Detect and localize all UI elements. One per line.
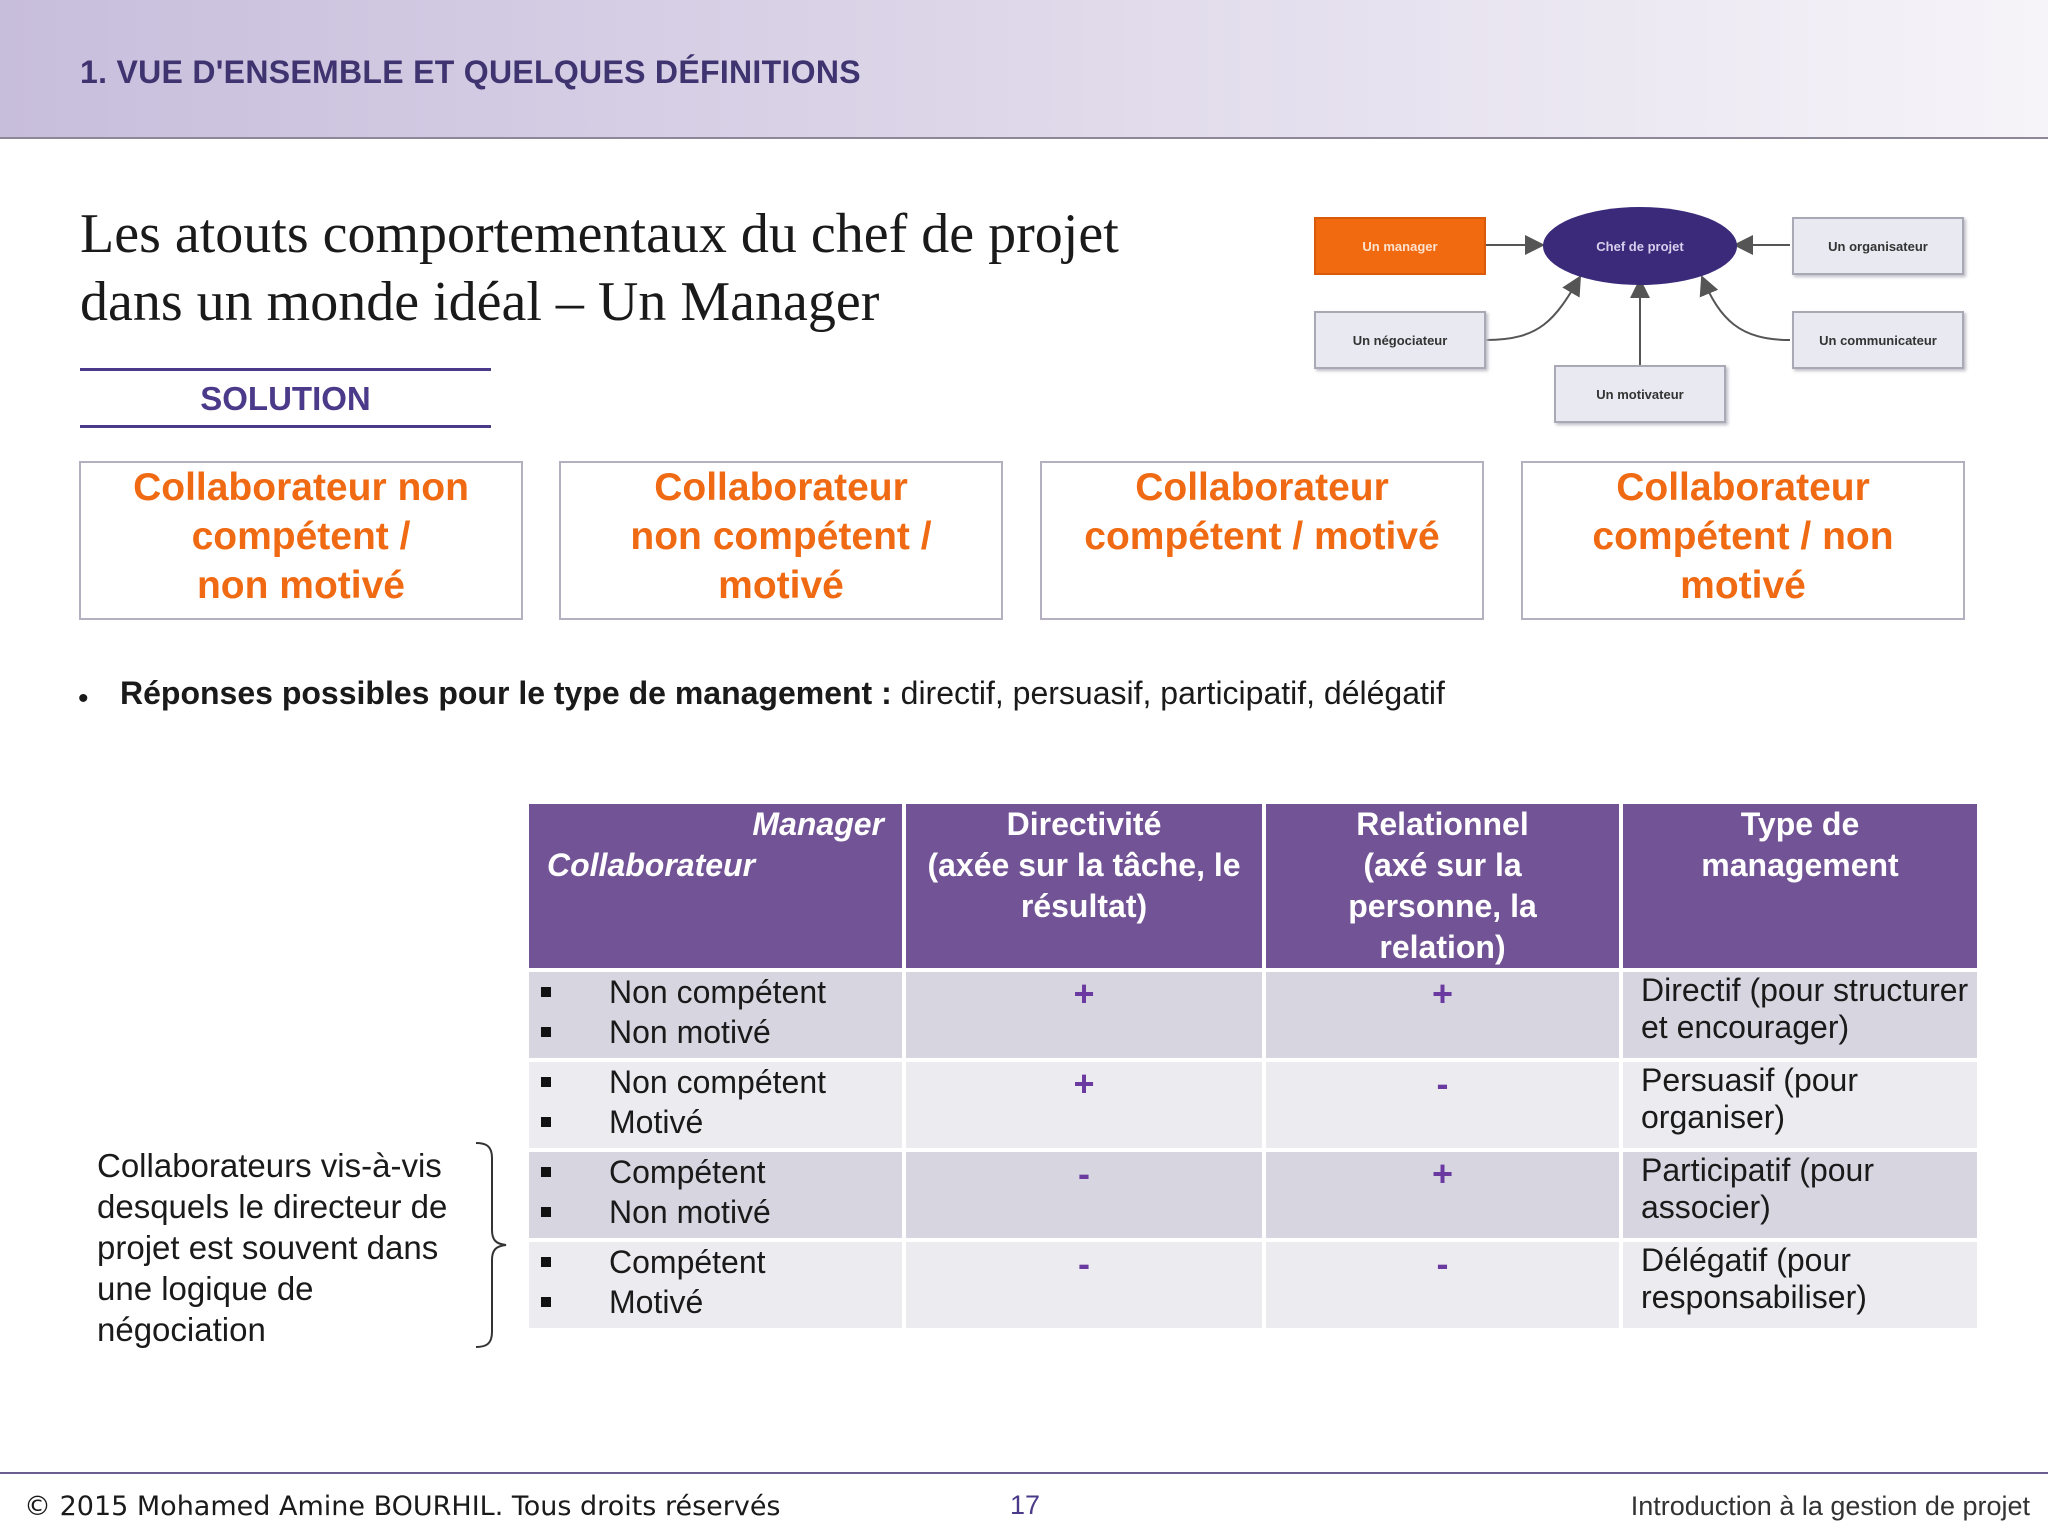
bullet-square-icon <box>541 1257 551 1267</box>
type-line: associer) <box>1641 1189 1771 1225</box>
type-line: Persuasif (pour <box>1641 1062 1858 1098</box>
header-relationnel-line: personne, la <box>1348 888 1537 924</box>
page-number: 17 <box>1010 1490 1041 1520</box>
node-chef-de-projet <box>1543 207 1737 285</box>
collab-trait: Compétent <box>609 1153 766 1190</box>
bullet-square-icon <box>541 1167 551 1177</box>
connector-communicateur <box>1702 277 1790 340</box>
header-directivite-line: résultat) <box>1020 888 1148 924</box>
node-negociateur <box>1314 311 1486 369</box>
header-directivite <box>906 804 1262 968</box>
header-manager-collaborateur <box>529 804 902 968</box>
header-directivite-line: (axée sur la tâche, le <box>927 847 1241 883</box>
node-motivateur <box>1554 365 1726 423</box>
cell-relationnel: - <box>1266 1062 1619 1148</box>
table-row <box>529 972 1977 1058</box>
collab-box-4 <box>1521 461 1965 620</box>
collab-box-4-line: motivé <box>1680 564 1806 607</box>
collab-box-2 <box>559 461 1003 620</box>
curly-brace-icon <box>472 1140 512 1350</box>
annotation-line: projet est souvent dans <box>97 1229 439 1266</box>
node-motivateur-label: Un motivateur <box>1596 386 1684 402</box>
cell-collaborateur <box>529 1242 902 1328</box>
collab-box-3 <box>1040 461 1484 620</box>
collab-trait: Non compétent <box>609 1063 827 1100</box>
cell-collaborateur <box>529 972 902 1058</box>
cell-collaborateur <box>529 1152 902 1238</box>
annotation-line: une logique de <box>97 1270 314 1307</box>
header-collaborateur: Collaborateur <box>547 847 756 883</box>
node-communicateur-label: Un communicateur <box>1819 332 1937 348</box>
node-manager <box>1314 217 1486 275</box>
slide-title-line-1: Les atouts comportementaux du chef de projet <box>80 203 1119 265</box>
annotation-line: Collaborateurs vis-à-vis <box>97 1147 442 1184</box>
type-line: Délégatif (pour <box>1641 1242 1851 1278</box>
cell-relationnel: + <box>1266 972 1619 1058</box>
solution-label: SOLUTION <box>200 380 371 417</box>
type-line: responsabiliser) <box>1641 1279 1867 1315</box>
collab-box-4-line: Collaborateur <box>1616 466 1870 509</box>
collab-box-2-line: non compétent / <box>630 515 932 558</box>
collab-box-1-line: compétent / <box>191 515 411 558</box>
cell-directivite: + <box>906 1062 1262 1148</box>
footer-course-title: Introduction à la gestion de projet <box>1630 1491 2030 1521</box>
collab-box-1 <box>79 461 523 620</box>
collab-box-3-line: compétent / motivé <box>1084 515 1440 558</box>
table-row <box>529 1062 1977 1148</box>
cell-directivite: + <box>906 972 1262 1058</box>
bullet-square-icon <box>541 987 551 997</box>
cell-relationnel: - <box>1266 1242 1619 1328</box>
node-center-label: Chef de projet <box>1596 238 1684 254</box>
header-type-line: Type de <box>1740 806 1860 842</box>
collab-trait: Non motivé <box>609 1013 771 1050</box>
collab-trait: Motivé <box>609 1283 704 1320</box>
header-relationnel-line: (axé sur la <box>1363 847 1522 883</box>
connector-negociateur <box>1486 277 1580 340</box>
collab-trait: Non motivé <box>609 1193 771 1230</box>
bullet-bold: Réponses possibles pour le type de management : <box>120 675 892 711</box>
node-negociateur-label: Un négociateur <box>1352 332 1448 348</box>
table-row <box>529 1152 1977 1238</box>
header-directivite-line: Directivité <box>1006 806 1162 842</box>
management-table <box>525 800 1981 1332</box>
collab-box-2-line: motivé <box>718 564 844 607</box>
bullet-dot: • <box>78 682 89 715</box>
negotiation-annotation <box>97 1145 467 1350</box>
header-relationnel-line: Relationnel <box>1356 806 1529 842</box>
type-line: et encourager) <box>1641 1009 1850 1045</box>
collab-box-4-line: compétent / non <box>1592 515 1894 558</box>
annotation-line: négociation <box>97 1311 266 1348</box>
cell-directivite: - <box>906 1242 1262 1328</box>
collab-trait: Motivé <box>609 1103 704 1140</box>
node-manager-label: Un manager <box>1362 238 1438 254</box>
bullet-square-icon <box>541 1117 551 1127</box>
type-line: Participatif (pour <box>1641 1152 1874 1188</box>
footer-divider <box>0 1472 2048 1474</box>
header-relationnel-line: relation) <box>1379 929 1506 965</box>
header-manager: Manager <box>752 806 884 842</box>
node-organisateur-label: Un organisateur <box>1828 238 1928 254</box>
collab-trait: Non compétent <box>609 973 827 1010</box>
cell-type <box>1623 1242 1977 1328</box>
collab-box-2-line: Collaborateur <box>654 466 908 509</box>
cell-directivite: - <box>906 1152 1262 1238</box>
bullet-text: directif, persuasif, participatif, délégatif <box>891 675 1445 711</box>
slide-title <box>80 200 1260 336</box>
header-type-management <box>1623 804 1977 968</box>
section-title: 1. VUE D'ENSEMBLE ET QUELQUES DÉFINITIONS <box>80 54 861 90</box>
role-diagram <box>1310 205 1970 430</box>
collab-box-1-line: Collaborateur non <box>133 466 469 509</box>
bullet-square-icon <box>541 1027 551 1037</box>
header-relationnel <box>1266 804 1619 968</box>
bullet-square-icon <box>541 1207 551 1217</box>
table-row <box>529 1242 1977 1328</box>
solution-heading <box>80 368 491 428</box>
header-type-line: management <box>1701 847 1899 883</box>
bullet-square-icon <box>541 1077 551 1087</box>
cell-collaborateur <box>529 1062 902 1148</box>
slide-title-line-2: dans un monde idéal – Un Manager <box>80 271 880 333</box>
cell-type <box>1623 1062 1977 1148</box>
cell-relationnel: + <box>1266 1152 1619 1238</box>
footer-copyright: © 2015 Mohamed Amine BOURHIL. Tous droits réservés <box>24 1491 781 1522</box>
bullet-square-icon <box>541 1297 551 1307</box>
management-types-bullet <box>120 675 1445 712</box>
cell-type <box>1623 972 1977 1058</box>
collab-box-1-line: non motivé <box>196 564 405 607</box>
node-organisateur <box>1792 217 1964 275</box>
type-line: Directif (pour structurer <box>1641 972 1969 1008</box>
type-line: organiser) <box>1641 1099 1786 1135</box>
node-communicateur <box>1792 311 1964 369</box>
annotation-line: desquels le directeur de <box>97 1188 448 1225</box>
collab-trait: Compétent <box>609 1243 766 1280</box>
cell-type <box>1623 1152 1977 1238</box>
collab-box-3-line: Collaborateur <box>1135 466 1389 509</box>
